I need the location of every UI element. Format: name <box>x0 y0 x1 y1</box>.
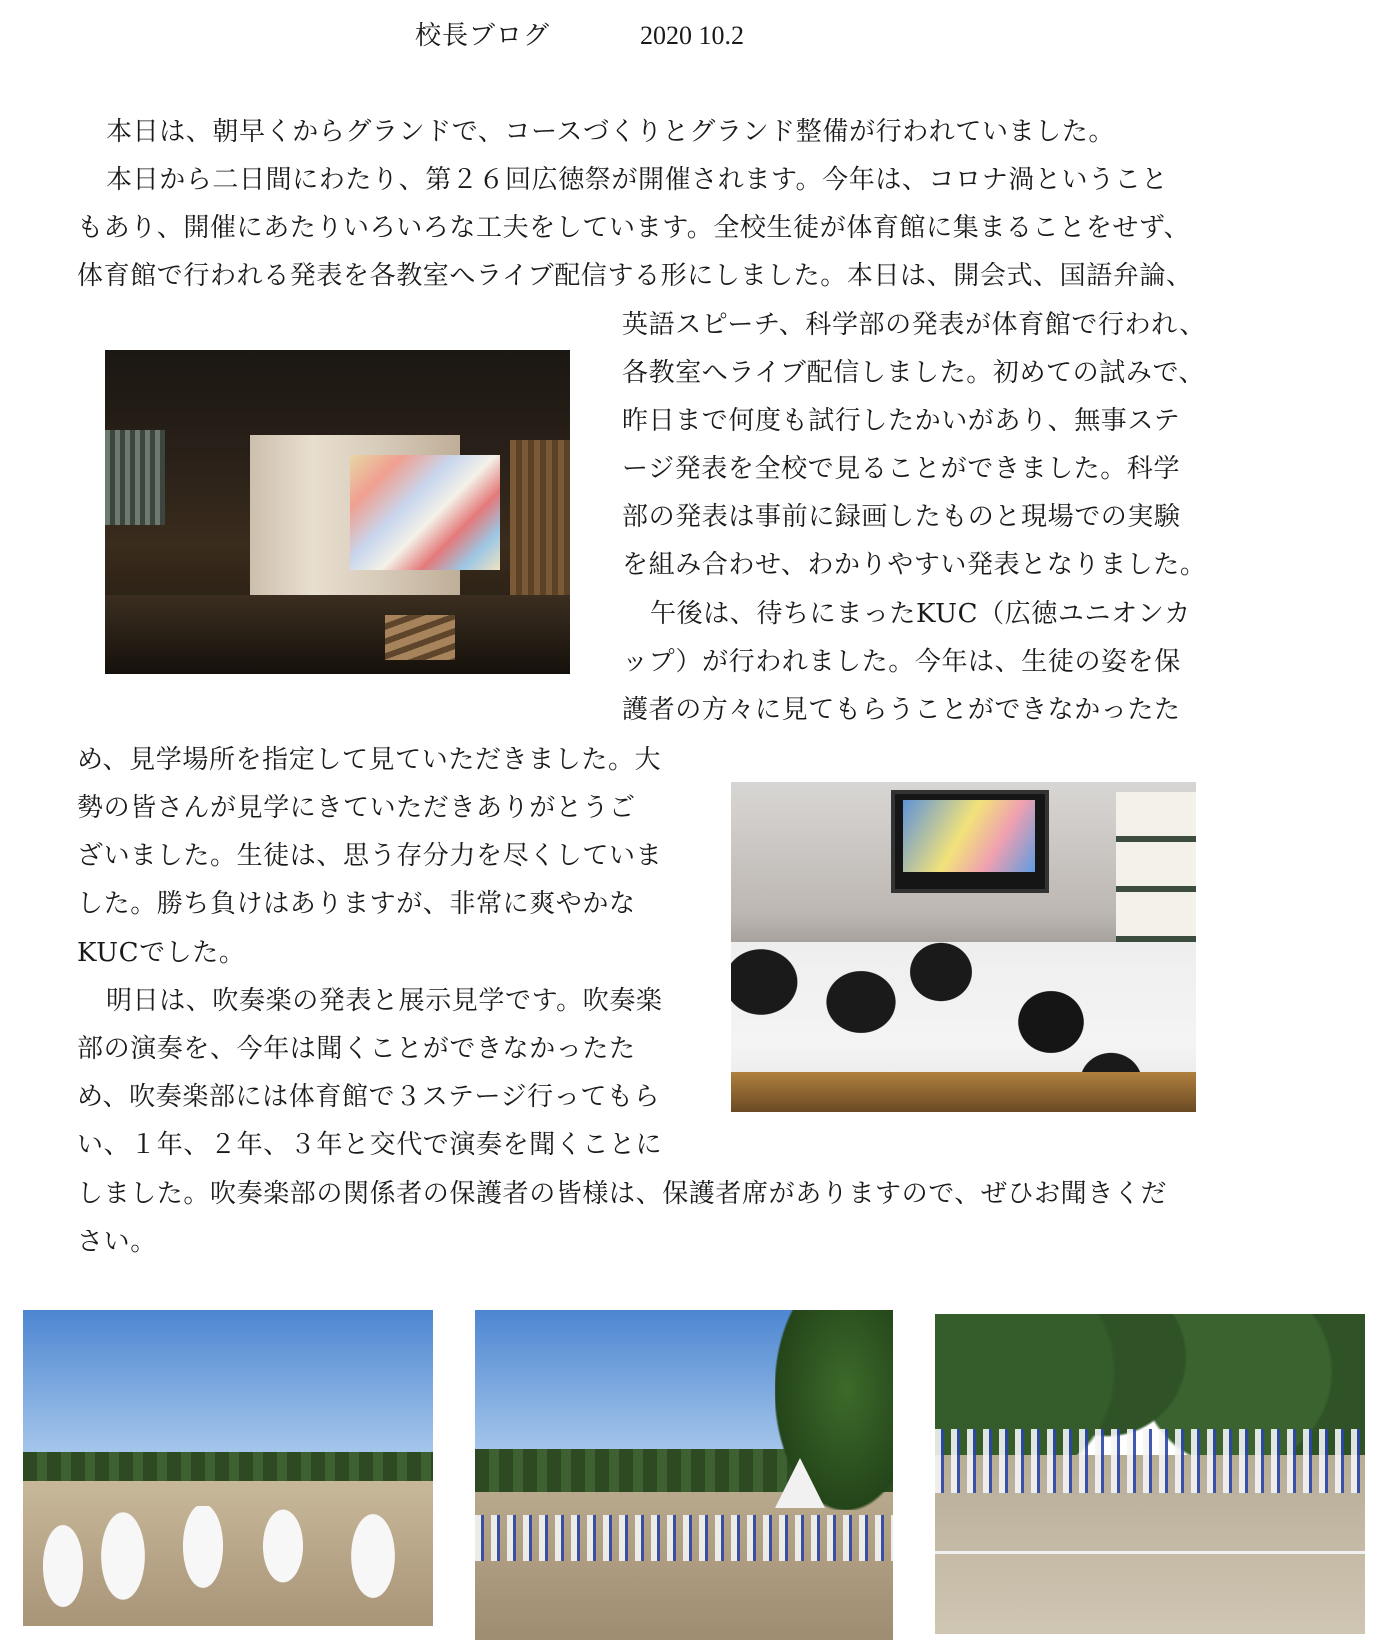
paragraph-line: もあり、開催にあたりいろいろな工夫をしています。全校生徒が体育館に集まることをせず、 <box>77 213 1191 243</box>
paragraph-line: 本日は、朝早くからグランドで、コースづくりとグランド整備が行われていました。 <box>106 117 1115 147</box>
paragraph-line: した。勝ち負けはありますが、非常に爽やかな <box>77 889 636 919</box>
paragraph-line: KUCでした。 <box>77 938 246 968</box>
paragraph-line: め、見学場所を指定して見ていただきました。大 <box>77 745 662 775</box>
paragraph-line: ざいました。生徒は、思う存分力を尽くしていま <box>77 841 663 871</box>
paragraph-line: を組み合わせ、わかりやすい発表となりました。 <box>622 550 1207 580</box>
paragraph-line: 勢の皆さんが見学にきていただきありがとうご <box>77 793 636 823</box>
paragraph-line: ップ）が行われました。今年は、生徒の姿を保 <box>622 647 1181 677</box>
paragraph-line: 本日から二日間にわたり、第２６回広徳祭が開催されます。今年は、コロナ渦ということ <box>106 165 1168 195</box>
paragraph-line: 各教室へライブ配信しました。初めての試みで、 <box>622 358 1206 388</box>
paragraph-line: 部の発表は事前に録画したものと現場での実験 <box>622 502 1181 532</box>
sports-field-photo-2 <box>475 1310 893 1640</box>
paragraph-line: 護者の方々に見てもらうことができなかったた <box>622 695 1181 725</box>
sports-field-photo-3 <box>935 1314 1365 1634</box>
classroom-livestream-photo <box>731 782 1196 1112</box>
paragraph-line: 昨日まで何度も試行したかいがあり、無事ステ <box>622 406 1181 436</box>
paragraph-line: 体育館で行われる発表を各教室へライブ配信する形にしました。本日は、開会式、国語弁論、 <box>77 261 1193 291</box>
paragraph-line: 部の演奏を、今年は聞くことができなかったた <box>77 1034 636 1064</box>
paragraph-line: ージ発表を全校で見ることができました。科学 <box>622 454 1181 484</box>
gym-stage-photo <box>105 350 570 674</box>
blog-title: 校長ブログ <box>415 21 551 51</box>
post-date: 2020 10.2 <box>640 21 744 50</box>
sports-field-photo-1 <box>23 1310 433 1626</box>
paragraph-line: 午後は、待ちにまったKUC（広徳ユニオンカ <box>650 599 1191 629</box>
paragraph-line: 英語スピーチ、科学部の発表が体育館で行われ、 <box>622 310 1206 340</box>
paragraph-line: 明日は、吹奏楽の発表と展示見学です。吹奏楽 <box>106 986 663 1016</box>
paragraph-line: しました。吹奏楽部の関係者の保護者の皆様は、保護者席がありますので、ぜひお聞きくだ <box>77 1179 1168 1209</box>
paragraph-line: め、吹奏楽部には体育館で３ステージ行ってもら <box>77 1082 661 1112</box>
paragraph-line: い、１年、２年、３年と交代で演奏を聞くことに <box>77 1130 663 1160</box>
paragraph-line: さい。 <box>77 1227 157 1257</box>
